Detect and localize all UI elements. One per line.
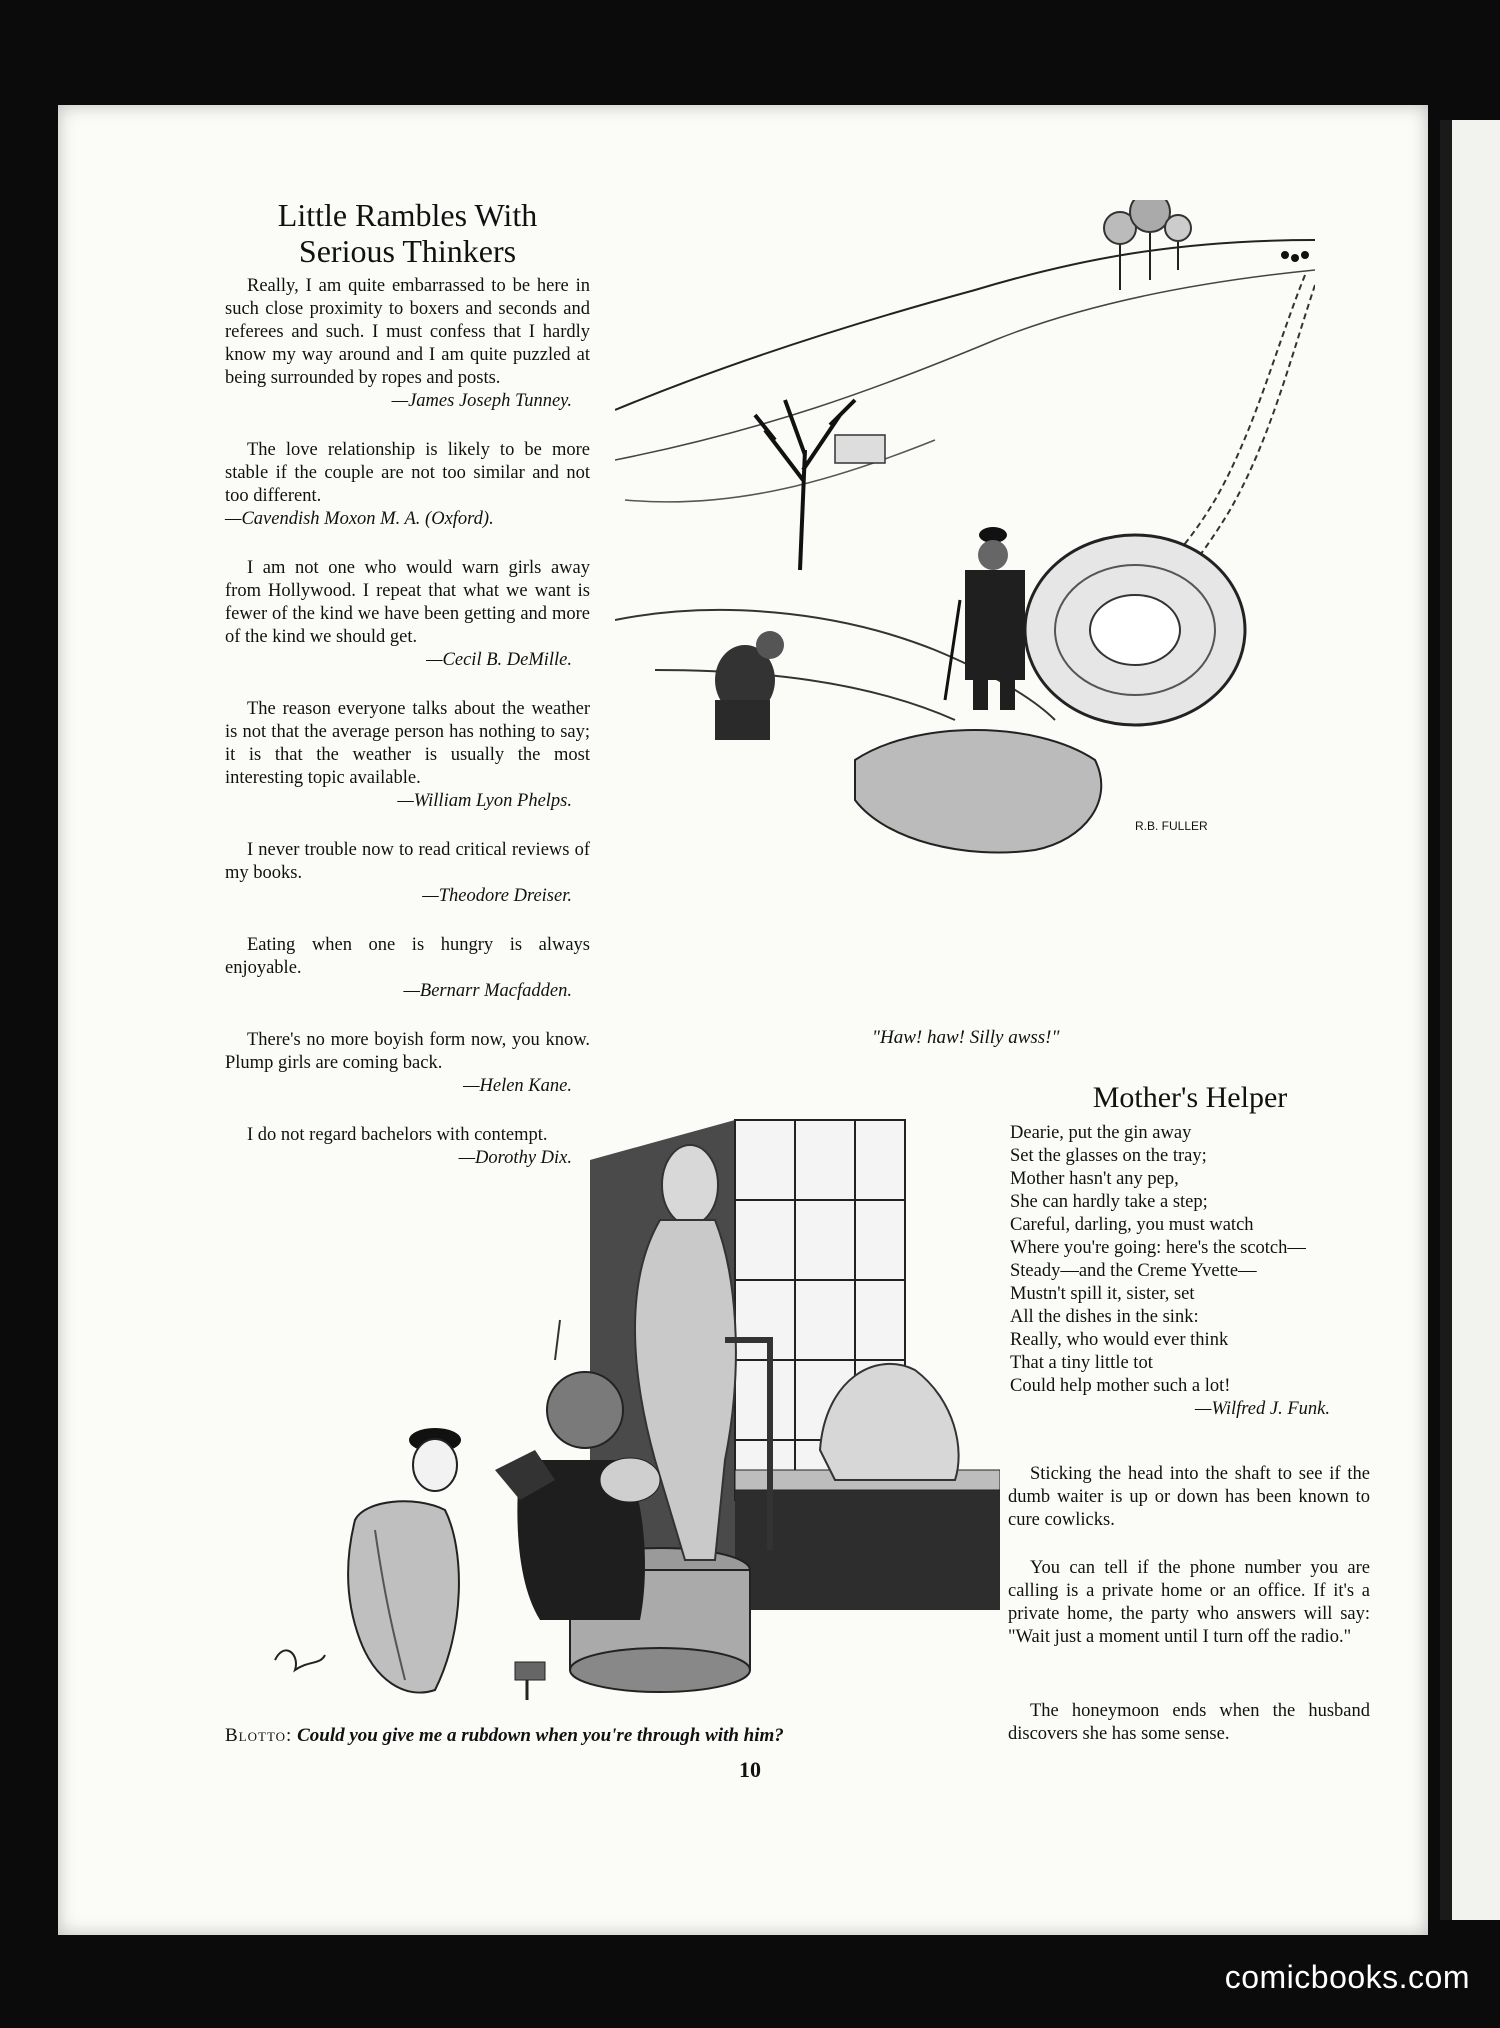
quote-text: Really, I am quite embarrassed to be here in such close proximity to boxers and seconds and referees and such. I must confess that I hardly know my way around and I am quite puzzled at being surrounded by ropes and posts. bbox=[225, 276, 590, 388]
poem-line: Careful, darling, you must watch bbox=[1010, 1215, 1254, 1235]
poem-line: She can hardly take a step; bbox=[1010, 1192, 1208, 1212]
paragraph-dumb-waiter: Sticking the head into the shaft to see if the dumb waiter is up or down has been known to cure cowlicks. bbox=[1008, 1464, 1370, 1530]
paragraph-honeymoon: The honeymoon ends when the husband discovers she has some sense. bbox=[1008, 1701, 1370, 1744]
poem-line: Steady—and the Creme Yvette— bbox=[1010, 1261, 1257, 1281]
cartoonist-signature bbox=[275, 1650, 325, 1670]
hilltop-trees bbox=[1104, 200, 1191, 290]
poem-line: All the dishes in the sink: bbox=[1010, 1307, 1199, 1327]
quote-author: —James Joseph Tunney. bbox=[391, 391, 572, 411]
mallet bbox=[515, 1662, 545, 1700]
poem-line: That a tiny little tot bbox=[1010, 1353, 1153, 1373]
poem-line: Where you're going: here's the scotch— bbox=[1010, 1238, 1306, 1258]
bare-tree bbox=[755, 400, 855, 570]
quote-author: —Cecil B. DeMille. bbox=[426, 650, 572, 670]
bottom-cartoon-caption bbox=[225, 1725, 784, 1747]
rubdown-cartoon bbox=[265, 1080, 1000, 1720]
quote-author: —Dorothy Dix. bbox=[458, 1148, 572, 1168]
quote-text: I never trouble now to read critical reviews of my books. bbox=[225, 840, 590, 883]
snowball bbox=[1025, 535, 1245, 725]
rock-outcrop bbox=[855, 730, 1101, 853]
top-cartoon-signature: R.B. FULLER bbox=[1135, 819, 1208, 833]
snowball-cartoon bbox=[615, 200, 1315, 1000]
platform-base bbox=[735, 1480, 1000, 1610]
quote-author: —Theodore Dreiser. bbox=[422, 886, 572, 906]
rambles-title-line2: Serious Thinkers bbox=[298, 233, 517, 269]
hilltop-figures bbox=[1281, 251, 1309, 262]
crouching-man bbox=[715, 631, 784, 740]
adjacent-page-edge bbox=[1440, 120, 1500, 1920]
quote-text: The reason everyone talks about the weather is not that the average person has nothing to say; it is that the weather is usually the most interesting topic available. bbox=[225, 699, 590, 788]
quote-text: Eating when one is hungry is always enjoyable. bbox=[225, 935, 590, 978]
page-number: 10 bbox=[739, 1757, 761, 1782]
blotto bbox=[348, 1428, 461, 1693]
caption-speaker: Blotto: bbox=[225, 1725, 293, 1746]
quote-item bbox=[225, 839, 590, 908]
standing-man bbox=[945, 527, 1025, 710]
quote-item bbox=[225, 439, 590, 531]
poem-line: Really, who would ever think bbox=[1010, 1330, 1229, 1350]
watermark: comicbooks.com bbox=[1224, 1959, 1470, 1995]
top-cartoon-caption: "Haw! haw! Silly awss!" bbox=[872, 1027, 1060, 1048]
quote-item bbox=[225, 557, 590, 672]
quote-item bbox=[225, 698, 590, 813]
poem-line: Could help mother such a lot! bbox=[1010, 1376, 1231, 1396]
quote-text: I am not one who would warn girls away from Hollywood. I repeat that what we want is fewer of the kind we have been getting and more of the kind we should get. bbox=[225, 558, 590, 647]
poem-line: Mustn't spill it, sister, set bbox=[1010, 1284, 1195, 1304]
quote-item bbox=[225, 934, 590, 1003]
poem-author: —Wilfred J. Funk. bbox=[1195, 1399, 1330, 1419]
caption-line: Could you give me a rubdown when you're through with him? bbox=[297, 1725, 784, 1746]
rambles-title bbox=[225, 197, 590, 269]
quote-item bbox=[225, 275, 590, 413]
quote-author: —Bernarr Macfadden. bbox=[403, 981, 572, 1001]
distant-house bbox=[835, 435, 885, 463]
quote-text: The love relationship is likely to be more stable if the couple are not too similar and not too different. bbox=[225, 440, 590, 506]
quote-text: There's no more boyish form now, you know. Plump girls are coming back. bbox=[225, 1030, 590, 1073]
hill-ridge bbox=[615, 240, 1315, 410]
quote-text: I do not regard bachelors with contempt. bbox=[247, 1125, 548, 1145]
quote-author: —Helen Kane. bbox=[463, 1076, 572, 1096]
poem-line: Dearie, put the gin away bbox=[1010, 1123, 1192, 1143]
paragraph-phone-number: You can tell if the phone number you are calling is a private home or an office. If it's a private home, the party who answers will say: "Wait just a moment until I turn off the radio." bbox=[1008, 1558, 1370, 1647]
poem-line: Set the glasses on the tray; bbox=[1010, 1146, 1207, 1166]
rambles-title-line1: Little Rambles With bbox=[277, 197, 538, 233]
quote-author: —Cavendish Moxon M. A. (Oxford). bbox=[225, 509, 494, 529]
mothers-helper-poem bbox=[1010, 1122, 1340, 1421]
rambles-quotes bbox=[225, 275, 590, 1196]
mothers-helper-title: Mother's Helper bbox=[1092, 1081, 1288, 1114]
adjacent-page-sheet bbox=[1452, 120, 1500, 1920]
poem-line: Mother hasn't any pep, bbox=[1010, 1169, 1179, 1189]
quote-author: —William Lyon Phelps. bbox=[397, 791, 572, 811]
